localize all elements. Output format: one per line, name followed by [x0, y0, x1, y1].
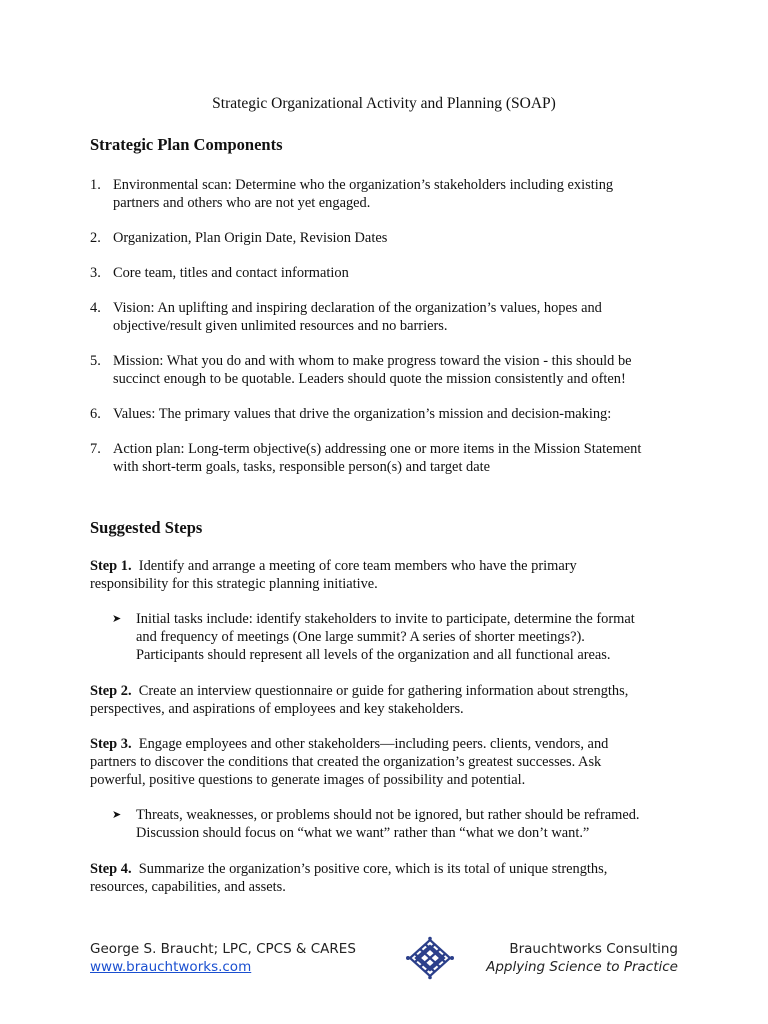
- component-number: 7.: [90, 441, 101, 457]
- step-4-label: Step 4.: [90, 861, 132, 877]
- step-1-text-line1: Identify and arrange a meeting of core team members who have the primary: [138, 558, 577, 574]
- step-3-text-line1: Engage employees and other stakeholders—including peers. clients, vendors, and: [138, 736, 609, 752]
- step-3-label: Step 3.: [90, 736, 132, 752]
- document-title: Strategic Organizational Activity and Planning (SOAP): [212, 95, 556, 112]
- footer-website-link[interactable]: www.brauchtworks.com: [90, 959, 252, 975]
- component-item-6: [90, 405, 690, 423]
- step-3-paragraph: [90, 735, 690, 789]
- components-list: [90, 176, 690, 493]
- page-footer: [0, 936, 768, 986]
- component-text-line: Vision: An uplifting and inspiring declaration of the organization’s values, hopes and: [113, 300, 602, 316]
- component-number: 3.: [90, 265, 101, 281]
- step-2-paragraph: [90, 682, 690, 718]
- component-number: 1.: [90, 177, 101, 193]
- component-text-line: succinct enough to be quotable. Leaders should quote the mission consistently and often!: [113, 371, 626, 387]
- bullet-1-line3: Participants should represent all levels of the organization and all functional areas.: [136, 647, 611, 663]
- arrowhead-bullet-icon: ➤: [112, 808, 122, 821]
- arrowhead-bullet-icon: ➤: [112, 612, 122, 625]
- footer-author: George S. Braucht; LPC, CPCS & CARES: [90, 941, 356, 957]
- component-text-line: objective/result given unlimited resources and no barriers.: [113, 318, 448, 334]
- component-text-line: Environmental scan: Determine who the organization’s stakeholders including existing: [113, 177, 614, 193]
- step-1-paragraph: [90, 557, 690, 593]
- footer-company: Brauchtworks Consulting: [509, 941, 678, 957]
- step-4-text-line1: Summarize the organization’s positive core, which is its total of unique strengths,: [138, 861, 608, 877]
- component-item-4: [90, 299, 690, 335]
- components-heading: Strategic Plan Components: [90, 135, 283, 154]
- component-text-line: Mission: What you do and with whom to make progress toward the vision - this should be: [113, 353, 632, 369]
- steps-heading: Suggested Steps: [90, 518, 203, 537]
- component-item-2: [90, 229, 690, 247]
- step-4-paragraph: [90, 860, 690, 896]
- component-number: 5.: [90, 353, 101, 369]
- step-2-text-line1: Create an interview questionnaire or guide for gathering information about strengths,: [138, 683, 629, 699]
- bullet-1-line2: and frequency of meetings (One large summit? A series of shorter meetings?).: [136, 629, 585, 645]
- bullet-2-line2: Discussion should focus on “what we want” rather than “what we don’t want.”: [136, 825, 590, 841]
- step-2-label: Step 2.: [90, 683, 132, 699]
- step-1-text-line2: responsibility for this strategic planning initiative.: [90, 576, 378, 592]
- component-number: 4.: [90, 300, 101, 316]
- bullet-threats: [112, 806, 696, 842]
- bullet-initial-tasks: [112, 610, 696, 664]
- component-item-3: [90, 264, 690, 282]
- step-3-text-line2: partners to discover the conditions that created the organization’s greatest successes. Ask: [90, 754, 602, 770]
- step-2-text-line2: perspectives, and aspirations of employees and key stakeholders.: [90, 701, 464, 717]
- component-item-7: [90, 440, 690, 476]
- component-text-line: Organization, Plan Origin Date, Revision Dates: [113, 230, 388, 246]
- footer-author-block: [90, 940, 356, 976]
- step-1-label: Step 1.: [90, 558, 132, 574]
- component-text-line: Action plan: Long-term objective(s) addressing one or more items in the Mission Statement: [113, 441, 642, 457]
- celtic-knot-logo-icon: [404, 936, 456, 980]
- component-item-1: [90, 176, 690, 212]
- step-4-text-line2: resources, capabilities, and assets.: [90, 879, 286, 895]
- component-text-line: Values: The primary values that drive the organization’s mission and decision-making:: [113, 406, 612, 422]
- component-text-line: with short-term goals, tasks, responsible person(s) and target date: [113, 459, 491, 475]
- footer-company-block: [486, 940, 678, 976]
- component-item-5: [90, 352, 690, 388]
- bullet-1-line1: Initial tasks include: identify stakeholders to invite to participate, determine the format: [136, 611, 635, 627]
- step-3-text-line3: powerful, positive questions to generate images of possibility and potential.: [90, 772, 526, 788]
- footer-tagline: Applying Science to Practice: [486, 959, 678, 975]
- component-text-line: Core team, titles and contact information: [113, 265, 349, 281]
- bullet-2-line1: Threats, weaknesses, or problems should not be ignored, but rather should be reframed.: [136, 807, 640, 823]
- component-number: 2.: [90, 230, 101, 246]
- component-number: 6.: [90, 406, 101, 422]
- component-text-line: partners and others who are not yet engaged.: [113, 195, 371, 211]
